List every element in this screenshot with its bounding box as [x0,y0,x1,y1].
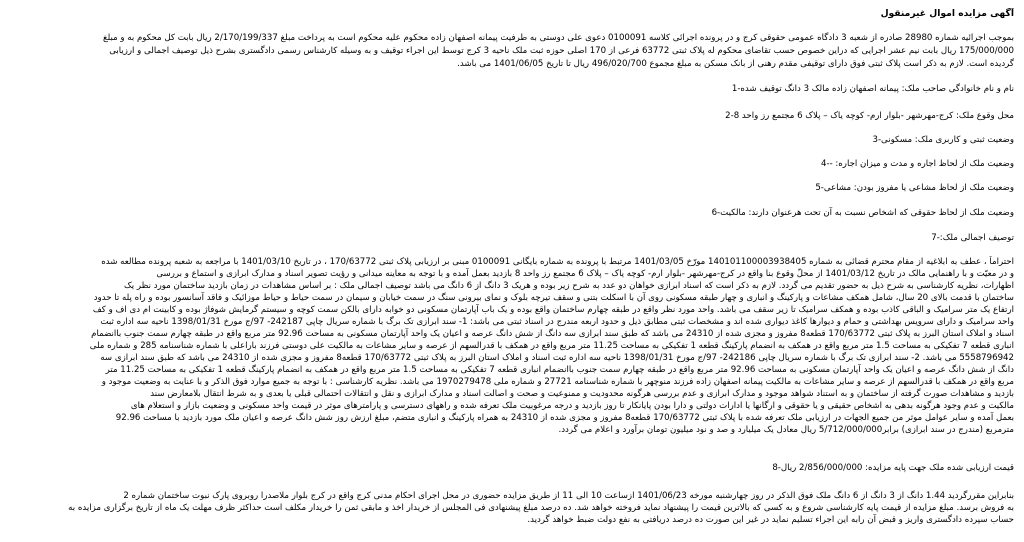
description-line: بعمل آمده و سایر عوامل موثر من جمیع الجهات در ارزیابی ملک تعرفه شده با پلاک ثبتی 170/63772 قطعه8 مفروز و مجزی شده از 24310 به همراه پارکینگ و انباری متضم، مبلغ ارزش روز شش دانگ عرصه و اعیان ملک مورد بازدید با مساحت 92.96 [115,413,1014,423]
description-line: مربع واقع در همکف با قدرالسهم از عرصه و سایر مشاعات به مالکیت پیمانه اصفهان زاده فرزند منوچهر با شماره شناسنامه 27721 و شماره ملی 1970279478 می باشد. نظریه کارشناسی : با توجه به جمیع موارد فوق الذکر و با عنایت به وضعیت موجود و [101,377,1014,387]
description-line: ارتفاع یک متر سرامیک و الباقی کاذب بوده و همکف سرامیک تا زیر سقف می باشد. واحد مورد نظر واقع در طبقه چهارم ساختمان واقع بوده و یک باب آپارتمان مسکونی دو خوابه دارای بالکن سمت کوچه و سیستم گرمایش شوفاژ بوده و کابینت ام دی اف و کف [92,305,1014,315]
intro-line: 175/000/000 ریال بابت نیم عشر اجرایی که دراین خصوص حسب تقاضای محکوم له پلاک ثبتی 63772 فرعی از 170 اصلی حوزه ثبت ملک ناحیه 3 کرج توسط این اجراء توقیف و به وسیله کارشناس رسمی دادگستری بشرح ذیل توصیف اجمالی و ارزیابی [109,46,1014,56]
item-owner: نام و نام خانوادگی صاحب ملک: پیمانه اصفهان زاده مالک 3 دانگ توقیف شده-1 [731,84,1014,94]
description-line: واحد سرامیک و دارای سرویس بهداشتی و حمام و دیوارها کاغذ دیواری شده اند و مشخصات ثبتی مطابق ذیل و حدود اربعه مندرج در اسناد ثبتی می باشد: 1- سند ابرازی تک برگ با شماره سریال چاپی 242187- 97/ج مورخ 1398/01/31 ناحیه سه اداره ثبت [100,317,1014,327]
description-line: احتراماً ، عطف به ابلاغیه از مقام محترم قضائی به شماره 140101100003938405 مورّخ 1401/03/05 مرتبط با پرونده به شماره بایگانی 0100091 مبنی بر ارزیابی پلاک ثبتی 170/63772 ، در تاریخ 1401/03/10 با مراجعه به شعبه پرونده مطالعه شده [101,257,1014,267]
closing-line: حساب سپرده دادگستری واریز و قبض آن رابه این اجراء تسلیم نماید در غیر این صورت ده درصد دریافتی به نفع دولت ضبط خواهد گردید. [527,515,1014,525]
description-line: دانگ از شش دانگ عرصه و اعیان یک واحد آپارتمان مسکونی به مساحت 92.96 متر مربع واقع در طبقه چهارم سمت جنوب باانضمام انباری قطعه 7 تفکیکی به مساحت 1.5 متر مربع واقع در همکف به انضمام پارکینگ قطعه 1 تفکیکی به مساحت 11.25 متر [105,365,1014,375]
description-line: ساختمان با قدمت بالای 20 سال، شامل همکف مشاعات و پارکینگ و انباری و چهار طبقه مسکونی روی آن با اسکلت بتنی و سقف تیرچه بلوک و نمای بیرونی سنگ در سمت خیابان و سیمان در سمت حیاط و حیاط موزائیک و فاقد آسانسور بوده و راه پله تا حدود [93,293,1014,303]
closing-line: به فروش برسد. مبلغ مزایده از قیمت پایه کارشناسی شروع و به کسی که بالاترین قیمت را پیشنهاد نماید فروخته خواهد شد. ده درصد مبلغ پیشنهادی فی المجلس از خریدار اخذ و مابقی ثمن را خریدار مکلف است حداکثر ظرف مهلت یک ماه از تاریخ برگزاری مزایده به [68,503,1014,513]
closing-line: بنابراین مقررگردید 1.44 دانگ از 3 دانگ از 6 دانگ ملک فوق الذکر در روز چهارشنبه مورخه 1401/06/23 ازساعت 10 الی 11 از طریق مزایده حضوری در محل اجرای احکام مدنی کرج واقع در کرج بلوار ملاصدرا روبروی پارک نبوت ساختمان شماره 2 [123,491,1014,501]
item-lease: وضعیت ملک از لحاظ اجاره و مدت و میزان اجاره: --4 [821,159,1014,169]
description-line: و در معیّت و با راهنمایی مالک در تاریخ 1401/03/12 از محلّ وقوع بنا واقع در کرج-مهرشهر -بلوار ارم- کوچه یاک – پلاک 6 مجتمع رز واحد 8 بازدید بعمل آمده و با توجه به معاینه میدانی و رؤیت تصویر اسناد و مدارک ابرازی و استماع و بررسی [156,269,1014,279]
item-description-heading: توصیف اجمالی ملک:-7 [931,233,1014,243]
description-line: اظهارات، نظریه کارشناسی به شرح ذیل به حضور تقدیم می گردد. لازم به ذکر است که اسناد ابرازی خواهان دو عدد به شرح زیر بوده و هریک 3 دانگ از 6 دانگ می باشد توصیف اجمالی ملک : بر اساس مشاهدات در زمان بازدید ساختمان مورد نظر یک [124,281,1014,291]
item-rights: وضعیت ملک از لحاظ حقوقی که اشخاص نسبت به آن تحت هرعنوان دارند: مالکیت-6 [711,208,1014,218]
description-line: 5558796942 می باشد. 2- سند ابرازی تک برگ با شماره سریال چاپی 242186- 97/ج مورخ 1398/01/31 ناحیه سه اداره ثبت اسناد و املاک استان البرز به پلاک ثبتی 170/63772 قطعه8 مفروز و مجزی شده از 24310 می باشد که طبق سند ابرازی سه [100,353,1014,363]
item-ownership-type: وضعیت ملک از لحاظ مشاعی یا مفروز بودن: مشاعی-5 [815,183,1014,193]
description-line: مترمربع (مندرج در سند ابرازی) برابر5/712/000/000 ریال معادل یک میلیارد و صد و نود میلیون تومان برآورد و اعلام می گردد. [558,425,1014,435]
description-line: مالکیت و عدم وجود هرگونه بدهی به اشخاص حقیقی و یا حقوقی و ارگانها یا ادارات دولتی و دارا بودن پایانکار تا روز بازدید و درجه مرغوبیت ملک تعرفه شده و راههای دسترسی و پارامترهای موثر در قیمت واحد مسکونی و وضعیت بازار و استعلام های [130,401,1014,411]
notice-title: آگهی مزایده اموال غیرمنقول [880,8,1014,19]
intro-line: بموجب اجرائیه شماره 28980 صادره از شعبه 3 دادگاه عمومی حقوقی کرج و در پرونده اجرائی کلاسه 0100091 دعوی علی دوستی به طرفیت پیمانه اصفهان زاده محکوم علیه محکوم است به پرداخت مبلغ 2/170/199/337 ریال بابت کل محکوم به و مبلغ [103,33,1014,43]
appraised-price: قیمت ارزیابی شده ملک جهت پایه مزایده: 2/856/000/000 ریال-8 [772,463,1014,473]
description-line: انباری قطعه 7 تفکیکی به مساحت 1.5 متر مربع واقع در همکف به انضمام پارکینگ قطعه 1 تفکیکی به مساحت 11.25 متر مربع واقع در همکف با قدرالسهم از عرصه و سایر مشاعات به مالکیت علی دوستی فرزند باراعلی با شماره شناسنامه 285 و شماره ملی [89,341,1014,351]
description-line: اسناد و املاک استان البرز به پلاک ثبتی 170/63772 قطعه8 مفروز و مجزی شده از 24310 می باشد که طبق سند ابرازی سه دانگ از شش دانگ عرصه و اعیان یک واحد آپارتمان مسکونی به مساحت 92.96 متر مربع واقع در طبقه چهارم سمت جنوب باانضمام [91,329,1014,339]
item-registration: وضعیت ثبتی و کاربری ملک: مسکونی-3 [872,135,1014,145]
description-line: بازدید و مشاهدات صورت گرفته از ساختمان و به استناد شواهد موجود و مدارک ابرازی و عدم بررسی هرگونه محدودیت و ممنوعیت و صحت و اصالت اسناد و مدارک ابرازی و نقل و انتقالات احتمالی قبلی یا بعدی و به شرط انتقال بلامعارض سند [150,389,1014,399]
item-location: محل وقوع ملک: کرج-مهرشهر -بلوار ارم- کوچه یاک – پلاک 6 مجتمع رز واحد 8-2 [725,111,1014,121]
intro-line: گردیده است. لازم به ذکر است پلاک ثبتی فوق دارای توقیفی مقدم رهنی از بانک مسکن به مبلغ مجموع 496/020/700 ریال تا تاریخ 1401/06/05 می باشد. [457,59,1014,69]
